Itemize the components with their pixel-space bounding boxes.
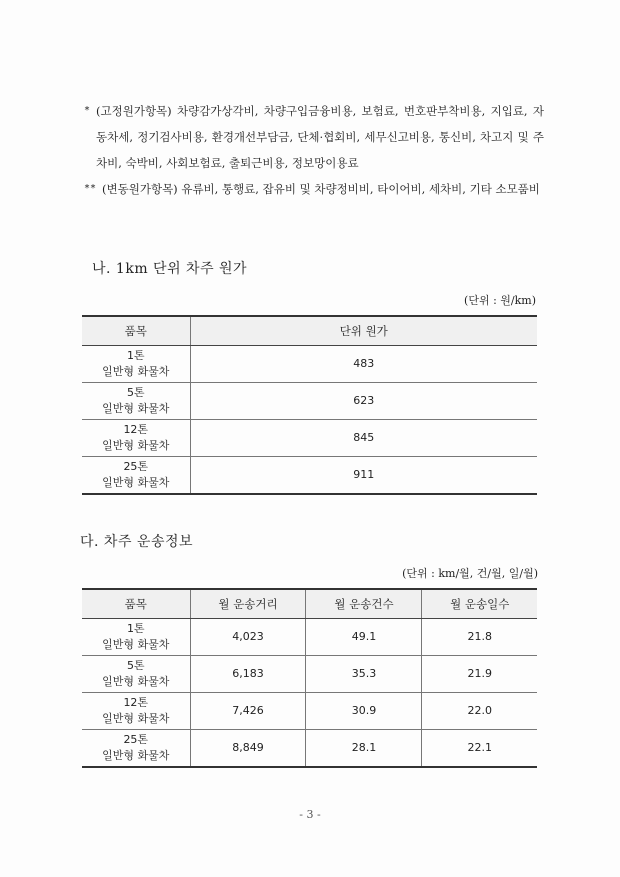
table-row	[82, 730, 537, 768]
table-row	[82, 420, 537, 457]
column-header: 월 운송일수	[422, 589, 537, 619]
cost-cell: 911	[190, 457, 537, 495]
item-cell	[82, 420, 190, 457]
column-header: 품목	[82, 589, 190, 619]
item-cell	[82, 457, 190, 495]
column-header: 단위 원가	[190, 316, 537, 346]
cost-cell: 623	[190, 383, 537, 420]
note-variable-cost	[84, 176, 544, 202]
count-cell: 35.3	[306, 656, 422, 693]
item-cell	[82, 730, 190, 768]
distance-cell: 8,849	[190, 730, 306, 768]
item-cell	[82, 656, 190, 693]
note-text: (고정원가항목) 차량감가상각비, 차량구입금융비용, 보험료, 번호판부착비용, 지입료, 자동차세, 정기검사비용, 환경개선부담금, 단체·협회비, 세무신고비용, 통신비, 차고지 및 주차비, 숙박비, 사회보험료, 출퇴근비용, 정보망이용료	[96, 104, 544, 170]
item-tonnage: 1톤	[126, 622, 145, 635]
days-cell: 22.1	[422, 730, 537, 768]
column-header: 월 운송거리	[190, 589, 306, 619]
note-mark: *	[84, 105, 91, 116]
table-row	[82, 619, 537, 656]
item-type: 일반형 화물차	[102, 638, 170, 651]
note-mark: **	[84, 183, 97, 194]
distance-cell: 7,426	[190, 693, 306, 730]
table-row	[82, 346, 537, 383]
item-cell	[82, 619, 190, 656]
section-title-transport-info: 다. 차주 운송정보	[80, 534, 194, 550]
note-text: (변동원가항목) 유류비, 통행료, 잡유비 및 차량정비비, 타이어비, 세차비, 기타 소모품비	[102, 182, 540, 196]
count-cell: 30.9	[306, 693, 422, 730]
item-tonnage: 12톤	[123, 696, 149, 709]
table-header-row	[82, 316, 537, 346]
item-cell	[82, 383, 190, 420]
item-type: 일반형 화물차	[102, 675, 170, 688]
days-cell: 21.9	[422, 656, 537, 693]
unit-label-unit-cost: (단위 : 원/km)	[464, 294, 536, 307]
table-row	[82, 457, 537, 495]
count-cell: 49.1	[306, 619, 422, 656]
item-type: 일반형 화물차	[102, 749, 170, 762]
cost-cell: 845	[190, 420, 537, 457]
distance-cell: 6,183	[190, 656, 306, 693]
days-cell: 22.0	[422, 693, 537, 730]
item-cell	[82, 693, 190, 730]
distance-cell: 4,023	[190, 619, 306, 656]
item-tonnage: 5톤	[126, 659, 145, 672]
item-tonnage: 25톤	[123, 733, 149, 746]
item-type: 일반형 화물차	[102, 476, 170, 489]
column-header: 월 운송건수	[306, 589, 422, 619]
column-header: 품목	[82, 316, 190, 346]
item-tonnage: 5톤	[126, 386, 145, 399]
cost-cell: 483	[190, 346, 537, 383]
table-header-row	[82, 589, 537, 619]
page-number: - 3 -	[299, 808, 321, 821]
days-cell: 21.8	[422, 619, 537, 656]
item-type: 일반형 화물차	[102, 365, 170, 378]
item-cell	[82, 346, 190, 383]
item-type: 일반형 화물차	[102, 439, 170, 452]
cost-item-notes	[84, 98, 544, 202]
item-type: 일반형 화물차	[102, 402, 170, 415]
table-row	[82, 383, 537, 420]
item-tonnage: 12톤	[123, 423, 149, 436]
count-cell: 28.1	[306, 730, 422, 768]
transport-info-table	[82, 588, 537, 768]
unit-label-transport-info: (단위 : km/월, 건/월, 일/월)	[402, 567, 538, 580]
item-tonnage: 1톤	[126, 349, 145, 362]
item-type: 일반형 화물차	[102, 712, 170, 725]
table-row	[82, 693, 537, 730]
item-tonnage: 25톤	[123, 460, 149, 473]
section-title-unit-cost: 나. 1km 단위 차주 원가	[92, 261, 248, 277]
note-fixed-cost	[84, 98, 544, 176]
table-row	[82, 656, 537, 693]
unit-cost-table	[82, 315, 537, 495]
